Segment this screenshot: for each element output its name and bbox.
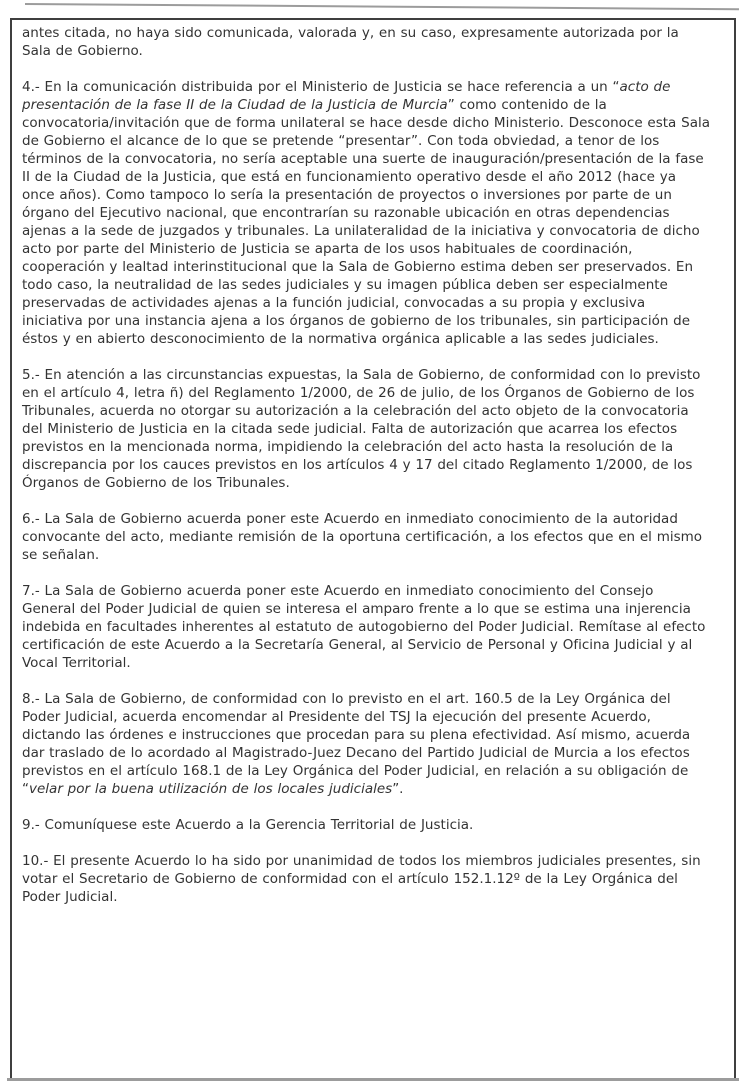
paragraph-point-7	[22, 582, 710, 672]
paragraph-point-6	[22, 510, 710, 564]
paragraph-point-4	[22, 78, 710, 348]
paragraph-intro-fragment	[22, 24, 710, 60]
text-run: antes citada, no haya sido comunicada, valorada y, en su caso, expresamente autorizada por la Sala de Gobierno.	[22, 25, 679, 59]
paragraph-point-9	[22, 816, 710, 834]
paragraph-point-10	[22, 852, 710, 906]
italic-text-run: velar por la buena utilización de los locales judiciales	[29, 781, 393, 797]
text-run: 7.- La Sala de Gobierno acuerda poner este Acuerdo en inmediato conocimiento del Consejo General del Poder Judicial de quien se interesa el amparo frente a lo que se estima una injerencia indebida en facultades inherentes al estatuto de autogobierno del Poder Judicial. Remítase al efecto certificación de este Acuerdo a la Secretaría General, al Servicio de Personal y Oficina Judicial y al Vocal Territorial.	[22, 583, 706, 671]
text-run: ”.	[392, 781, 404, 797]
text-run: 10.- El presente Acuerdo lo ha sido por unanimidad de todos los miembros judiciales presentes, sin votar el Secretario de Gobierno de conformidad con el artículo 152.1.12º de la Ley Orgánica del Poder Judicial.	[22, 853, 701, 905]
text-run: 4.- En la comunicación distribuida por el Ministerio de Justicia se hace referencia a un “	[22, 79, 620, 95]
text-run: 8.- La Sala de Gobierno, de conformidad con lo previsto en el art. 160.5 de la Ley Orgánica del Poder Judicial, acuerda encomendar al Presidente del TSJ la ejecución del presente Acuerdo, dictando las órdenes e instrucciones que procedan para su plena efectividad. Así mismo, acuerda dar traslado de lo acordado al Magistrado-Juez Decano del Partido Judicial de Murcia a los efectos previstos en el artículo 168.1 de la Ley Orgánica del Poder Judicial, en relación a su obligación de “	[22, 691, 691, 797]
document-border-box	[10, 18, 736, 1079]
paragraph-point-8	[22, 690, 710, 798]
document-text	[12, 20, 734, 906]
italic-text-run: acto de presentación de la fase II de la Ciudad de la Justicia de Murcia	[22, 79, 671, 113]
page-bottom-edge-line	[7, 1078, 739, 1081]
paragraph-point-5	[22, 366, 710, 492]
page-top-edge-line	[25, 3, 739, 10]
text-run: 5.- En atención a las circunstancias expuestas, la Sala de Gobierno, de conformidad con lo previsto en el artículo 4, letra ñ) del Reglamento 1/2000, de 26 de julio, de los Órganos de Gobierno de los Tribunales, acuerda no otorgar su autorización a la celebración del acto objeto de la convocatoria del Ministerio de Justicia en la citada sede judicial. Falta de autorización que acarrea los efectos previstos en la mencionada norma, impidiendo la celebración del acto hasta la resolución de la discrepancia por los cauces previstos en los artículos 4 y 17 del citado Reglamento 1/2000, de los Órganos de Gobierno de los Tribunales.	[22, 367, 701, 491]
text-run: ” como contenido de la convocatoria/invitación que de forma unilateral se hace desde dicho Ministerio. Desconoce esta Sala de Gobierno el alcance de lo que se pretende “presentar”. Con toda obviedad, a tenor de los términos de la convocatoria, no sería aceptable una suerte de inauguración/presentación de la fase II de la Ciudad de la Justicia, que está en funcionamiento operativo desde el año 2012 (hace ya once años). Como tampoco lo sería la presentación de proyectos o inversiones por parte de un órgano del Ejecutivo nacional, que encontrarían su razonable ubicación en otras dependencias ajenas a la sede de juzgados y tribunales. La unilateralidad de la iniciativa y convocatoria de dicho acto por parte del Ministerio de Justicia se aparta de los usos habituales de coordinación, cooperación y lealtad interinstitucional que la Sala de Gobierno estima deben ser preservados. En todo caso, la neutralidad de las sedes judiciales y su imagen pública deben ser especialmente preservadas de actividades ajenas a la función judicial, convocadas a su propia y exclusiva iniciativa por una instancia ajena a los órganos de gobierno de los tribunales, sin participación de éstos y en abierto desconocimiento de la normativa orgánica aplicable a las sedes judiciales.	[22, 97, 710, 347]
text-run: 9.- Comuníquese este Acuerdo a la Gerencia Territorial de Justicia.	[22, 817, 474, 833]
text-run: 6.- La Sala de Gobierno acuerda poner este Acuerdo en inmediato conocimiento de la autoridad convocante del acto, mediante remisión de la oportuna certificación, a los efectos que en el mismo se señalan.	[22, 511, 703, 563]
